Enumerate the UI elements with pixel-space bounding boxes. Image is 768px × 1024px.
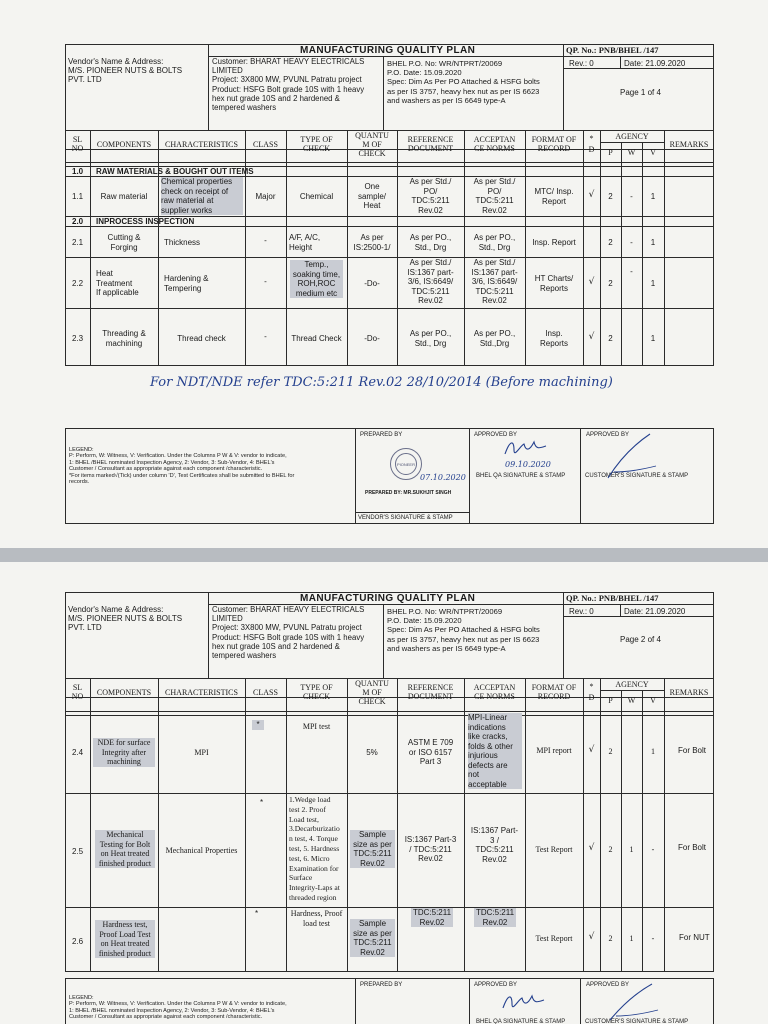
table-row-remarks: For Bolt <box>678 746 707 755</box>
prepared-by-label: PREPARED BY <box>360 432 403 438</box>
table-row-type: A/F, A/C, Height <box>289 233 321 252</box>
table-row-component: Raw material <box>100 192 148 201</box>
table-row-d: √ <box>588 745 595 755</box>
prepared-by-label: PREPARED BY <box>360 982 403 988</box>
approved-by-customer-label: APPROVED BY <box>586 982 630 988</box>
approved-date: 09.10.2020 <box>505 460 551 469</box>
table-row-sl: 2.5 <box>71 847 84 856</box>
table-row-d: √ <box>588 277 595 287</box>
table-row-type: Temp., soaking time, ROH,ROC medium etc <box>290 260 343 298</box>
customer-signature-label: CUSTOMER'S SIGNATURE & STAMP <box>585 1019 689 1024</box>
customer-signature <box>606 982 666 1022</box>
table-row-p: 2 <box>608 747 613 756</box>
table-row-acceptance: IS:1367 Part- 3 / TDC:5:211 Rev.02 <box>470 826 519 864</box>
table-row-v: - <box>651 934 655 943</box>
table-row-v: 1 <box>650 238 656 247</box>
table-row-quantum: One sample/ Heat <box>357 182 386 210</box>
legend: LEGEND: P: Perform, W: Witness, V: Verification. Under the Columns P W & V: vendor to indicate, 1: BHEL /BHEL nominated Inspection Agency, 2: Vendor, 3: Sub-Vendor, 4: BHEL's Customer / Consultant as appropriate against each component /characteristic. <box>69 995 287 1021</box>
table-row-acceptance: As per PO., Std.,Drg <box>473 329 516 348</box>
table-row-type: Hardness, Proof load test <box>290 909 343 928</box>
col-agency: AGENCY <box>615 132 649 141</box>
table-row-component: Mechanical Testing for Bolt on Heat treated finished product <box>95 830 155 868</box>
table-row-d: √ <box>588 843 595 853</box>
table-row-quantum: 5% <box>366 748 378 757</box>
table-row-reference: TDC:5:211 Rev.02 <box>412 908 452 927</box>
table-row-acceptance: As per Std./ IS:1367 part- 3/6, IS:6649/ TDC:5:211 Rev.02 <box>471 258 518 305</box>
table-row-characteristics: Chemical properties check on receipt of raw material at supplier works <box>161 177 243 215</box>
col-acceptance: ACCEPTAN CE NORMS <box>473 135 516 153</box>
col-p: P <box>608 148 613 157</box>
col-acceptance: ACCEPTAN CE NORMS <box>473 683 516 701</box>
table-row-component: Cutting & Forging <box>107 233 141 252</box>
customer-signature-label: CUSTOMER'S SIGNATURE & STAMP <box>585 473 689 479</box>
table-row-format: MTC/ Insp. Report <box>534 187 574 206</box>
table-row-v: 1 <box>650 334 656 343</box>
table-row-remarks: For Bolt <box>678 843 707 852</box>
table-row-quantum: -Do- <box>364 334 380 343</box>
table-row-sl: 2.6 <box>71 937 84 946</box>
page-label: Page 2 of 4 <box>620 635 661 644</box>
col-v: V <box>650 696 656 705</box>
col-reference: REFERENCE DOCUMENT <box>407 683 454 701</box>
table-row-characteristics: MPI <box>194 748 209 757</box>
table-row-component: Heat Treatment If applicable <box>96 269 139 297</box>
table-row-sl: 2.1 <box>71 238 84 247</box>
table-row-v: - <box>651 845 655 854</box>
page-label: Page 1 of 4 <box>620 88 661 97</box>
table-row-class: * <box>255 909 259 918</box>
vendor-address: Vendor's Name & Address: M/S. PIONEER NUTS & BOLTS PVT. LTD <box>68 57 183 84</box>
customer-signature <box>604 432 664 480</box>
table-row-p: 2 <box>608 279 613 288</box>
col-components: COMPONENTS <box>96 688 152 697</box>
table-row-format: Test Report <box>535 845 573 854</box>
table-row-p: 2 <box>608 334 613 343</box>
table-row-acceptance: TDC:5:211 Rev.02 <box>475 908 515 927</box>
table-row-acceptance: As per Std./ PO/ TDC:5:211 Rev.02 <box>473 177 516 215</box>
customer-info: Customer: BHARAT HEAVY ELECTRICALS LIMITED Project: 3X800 MW, PVUNL Patratu project Product: HSFG Bolt grade 10S with 1 heavy hex nut grade 10S and 2 hardened & tempered washers <box>212 605 365 661</box>
table-row-p: 2 <box>608 192 613 201</box>
table-row-component: Threading & machining <box>102 329 146 348</box>
section-1-label: RAW MATERIALS & BOUGHT OUT ITEMS <box>96 167 254 176</box>
table-row-class: - <box>264 236 267 245</box>
qp-number: QP. No.: PNB/BHEL /147 <box>566 45 659 55</box>
vendor-stamp: PIONEER <box>390 448 422 480</box>
col-agency: AGENCY <box>615 680 649 689</box>
table-row-component: NDE for surface Integrity after machining <box>93 738 155 767</box>
col-type: TYPE OF CHECK <box>300 135 333 153</box>
prepared-date: 07.10.2020 <box>420 473 466 482</box>
table-row-reference: IS:1367 Part-3 / TDC:5:211 Rev.02 <box>404 835 457 863</box>
table-row-class: Major <box>255 192 276 201</box>
table-row-format: Test Report <box>535 934 573 943</box>
plan-title: MANUFACTURING QUALITY PLAN <box>300 593 476 604</box>
table-row-w: - <box>630 238 633 247</box>
table-row-v: 1 <box>650 279 656 288</box>
table-row-quantum: Sample size as per TDC:5:211 Rev.02 <box>350 830 395 868</box>
table-row-acceptance: As per PO., Std., Drg <box>473 233 516 252</box>
table-row-class: - <box>264 277 267 286</box>
table-row-class: * <box>260 798 264 807</box>
table-row-remarks: For NUT <box>679 933 710 942</box>
vendor-signature-label: VENDOR'S SIGNATURE & STAMP <box>358 515 453 521</box>
col-star: * <box>589 682 594 691</box>
po-info: BHEL P.O. No: WR/NTPRT/20069 P.O. Date: 15.09.2020 Spec: Dim As Per PO Attached & HSFG bolts as per IS 3757, heavy hex nut as per IS 6623 and washers as per IS 6649 type-A <box>387 607 540 653</box>
table-row-characteristics: Thickness <box>164 238 201 247</box>
table-row-d: √ <box>588 332 595 342</box>
table-row-format: MPI report <box>536 746 572 755</box>
col-format: FORMAT OF RECORD <box>531 135 577 153</box>
table-row-reference: ASTM E 709 or ISO 6157 Part 3 <box>407 738 454 766</box>
po-info: BHEL P.O. No: WR/NTPRT/20069 P.O. Date: 15.09.2020 Spec: Dim As Per PO Attached & HSFG bolts as per IS 3757, heavy hex nut as per IS 6623 and washers as per IS 6649 type-A <box>387 59 540 105</box>
section-2-no: 2.0 <box>72 217 84 226</box>
bhel-signature <box>500 436 550 462</box>
table-row-reference: As per PO., Std., Drg <box>409 233 452 252</box>
customer-info: Customer: BHARAT HEAVY ELECTRICALS LIMITED Project: 3X800 MW, PVUNL Patratu project Product: HSFG Bolt grade 10S with 1 heavy hex nut grade 10S and 2 hardened & tempered washers <box>212 57 365 113</box>
table-row-format: HT Charts/ Reports <box>534 274 574 293</box>
bhel-signature <box>498 990 548 1016</box>
bhel-signature-label: BHEL QA SIGNATURE & STAMP <box>476 473 566 479</box>
col-type: TYPE OF CHECK <box>300 683 333 701</box>
plan-title: MANUFACTURING QUALITY PLAN <box>300 45 476 56</box>
col-characteristics: CHARACTERISTICS <box>165 688 238 697</box>
table-row-w: 1 <box>629 845 634 854</box>
col-remarks: REMARKS <box>669 688 709 697</box>
col-characteristics: CHARACTERISTICS <box>165 140 238 149</box>
qp-number: QP. No.: PNB/BHEL /147 <box>566 593 659 603</box>
table-row-p: 2 <box>608 845 613 854</box>
section-2-label: INPROCESS INSPECTION <box>96 217 195 226</box>
qp-page-2 <box>0 562 768 1024</box>
col-class: CLASS <box>253 140 278 149</box>
table-row-characteristics: Thread check <box>177 334 226 343</box>
approved-by-label: APPROVED BY <box>474 432 518 438</box>
table-row-class: * <box>252 720 264 730</box>
table-row-quantum: -Do- <box>364 279 380 288</box>
col-star: * <box>589 134 594 143</box>
col-format: FORMAT OF RECORD <box>531 683 577 701</box>
table-row-type: 1.Wedge load test 2. Proof Load test, 3.Decarburizatio n test, 4. Torque test, 5. Hardness test, 6. Micro Examination for Surface Integrity-Laps at threaded region <box>289 795 340 902</box>
table-row-p: 2 <box>608 934 613 943</box>
col-sl: SL NO <box>71 683 84 701</box>
col-d: D <box>588 693 595 702</box>
plan-date: Date: 21.09.2020 <box>624 59 686 68</box>
approved-by-customer-label: APPROVED BY <box>586 432 630 438</box>
table-row-sl: 1.1 <box>71 192 84 201</box>
table-row-acceptance: MPI-Linear indications like cracks, folds & other injurious defects are not acceptable <box>468 713 522 789</box>
table-row-quantum: Sample size as per TDC:5:211 Rev.02 <box>350 919 395 957</box>
col-quantum: QUANTU M OF CHECK <box>355 679 389 706</box>
col-d: D <box>588 145 595 154</box>
col-remarks: REMARKS <box>669 140 709 149</box>
bhel-signature-label: BHEL QA SIGNATURE & STAMP <box>476 1019 566 1024</box>
legend: LEGEND: P: Perform, W: Witness, V: Verification. Under the Columns P W & V: vendor to indicate, 1: BHEL /BHEL nominated Inspection Agency, 2: Vendor, 3: Sub-Vendor, 4: BHEL's Customer / Consultant as appropriate against each component /characteristic. *For items marked√(Tick) under column 'D', Test Certificates shall be submitted to BHEL for records. <box>69 447 295 486</box>
table-row-p: 2 <box>608 238 613 247</box>
table-row-d: √ <box>588 190 595 200</box>
table-row-sl: 2.3 <box>71 334 84 343</box>
col-sl: SL NO <box>71 135 84 153</box>
table-row-class: - <box>264 332 267 341</box>
table-row-characteristics: Hardening & Tempering <box>164 274 209 293</box>
table-row-reference: As per Std./ IS:1367 part- 3/6, IS:6649/ TDC:5:211 Rev.02 <box>407 258 454 305</box>
handwritten-ndt-note: For NDT/NDE refer TDC:5:211 Rev.02 28/10/2014 (Before machining) <box>150 375 613 390</box>
col-w: W <box>627 696 636 705</box>
table-row-type: Thread Check <box>291 334 342 343</box>
col-reference: REFERENCE DOCUMENT <box>407 135 454 153</box>
table-row-reference: As per PO., Std., Drg <box>409 329 452 348</box>
table-row-sl: 2.4 <box>71 748 84 757</box>
table-row-format: Insp. Reports <box>539 329 568 348</box>
section-1-no: 1.0 <box>72 167 84 176</box>
col-class: CLASS <box>253 688 278 697</box>
col-components: COMPONENTS <box>96 140 152 149</box>
table-row-sl: 2.2 <box>71 279 84 288</box>
table-row-d: √ <box>588 932 595 942</box>
table-row-reference: As per Std./ PO/ TDC:5:211 Rev.02 <box>409 177 452 215</box>
revision: Rev.: 0 <box>569 607 594 616</box>
table-row-type: Chemical <box>299 192 334 201</box>
table-row-w: 1 <box>629 934 634 943</box>
table-row-quantum: As per IS:2500-1/ <box>353 233 391 252</box>
revision: Rev.: 0 <box>569 59 594 68</box>
table-row-v: 1 <box>650 192 656 201</box>
table-row-w: - <box>630 267 633 276</box>
prepared-by-name: PREPARED BY: MR.SUKHJIT SINGH <box>365 490 452 496</box>
col-v: V <box>650 148 656 157</box>
table-row-characteristics: Mechanical Properties <box>165 846 238 855</box>
plan-date: Date: 21.09.2020 <box>624 607 686 616</box>
approved-by-label: APPROVED BY <box>474 982 518 988</box>
vendor-address: Vendor's Name & Address: M/S. PIONEER NUTS & BOLTS PVT. LTD <box>68 605 183 632</box>
table-row-v: 1 <box>651 747 655 756</box>
table-row-type: MPI test <box>302 722 331 731</box>
col-quantum: QUANTU M OF CHECK <box>355 131 389 158</box>
table-row-component: Hardness test, Proof Load Test on Heat treated finished product <box>95 920 155 958</box>
col-p: P <box>608 696 613 705</box>
table-row-w: - <box>630 192 633 201</box>
table-row-format: Insp. Report <box>532 238 576 247</box>
col-w: W <box>627 148 636 157</box>
